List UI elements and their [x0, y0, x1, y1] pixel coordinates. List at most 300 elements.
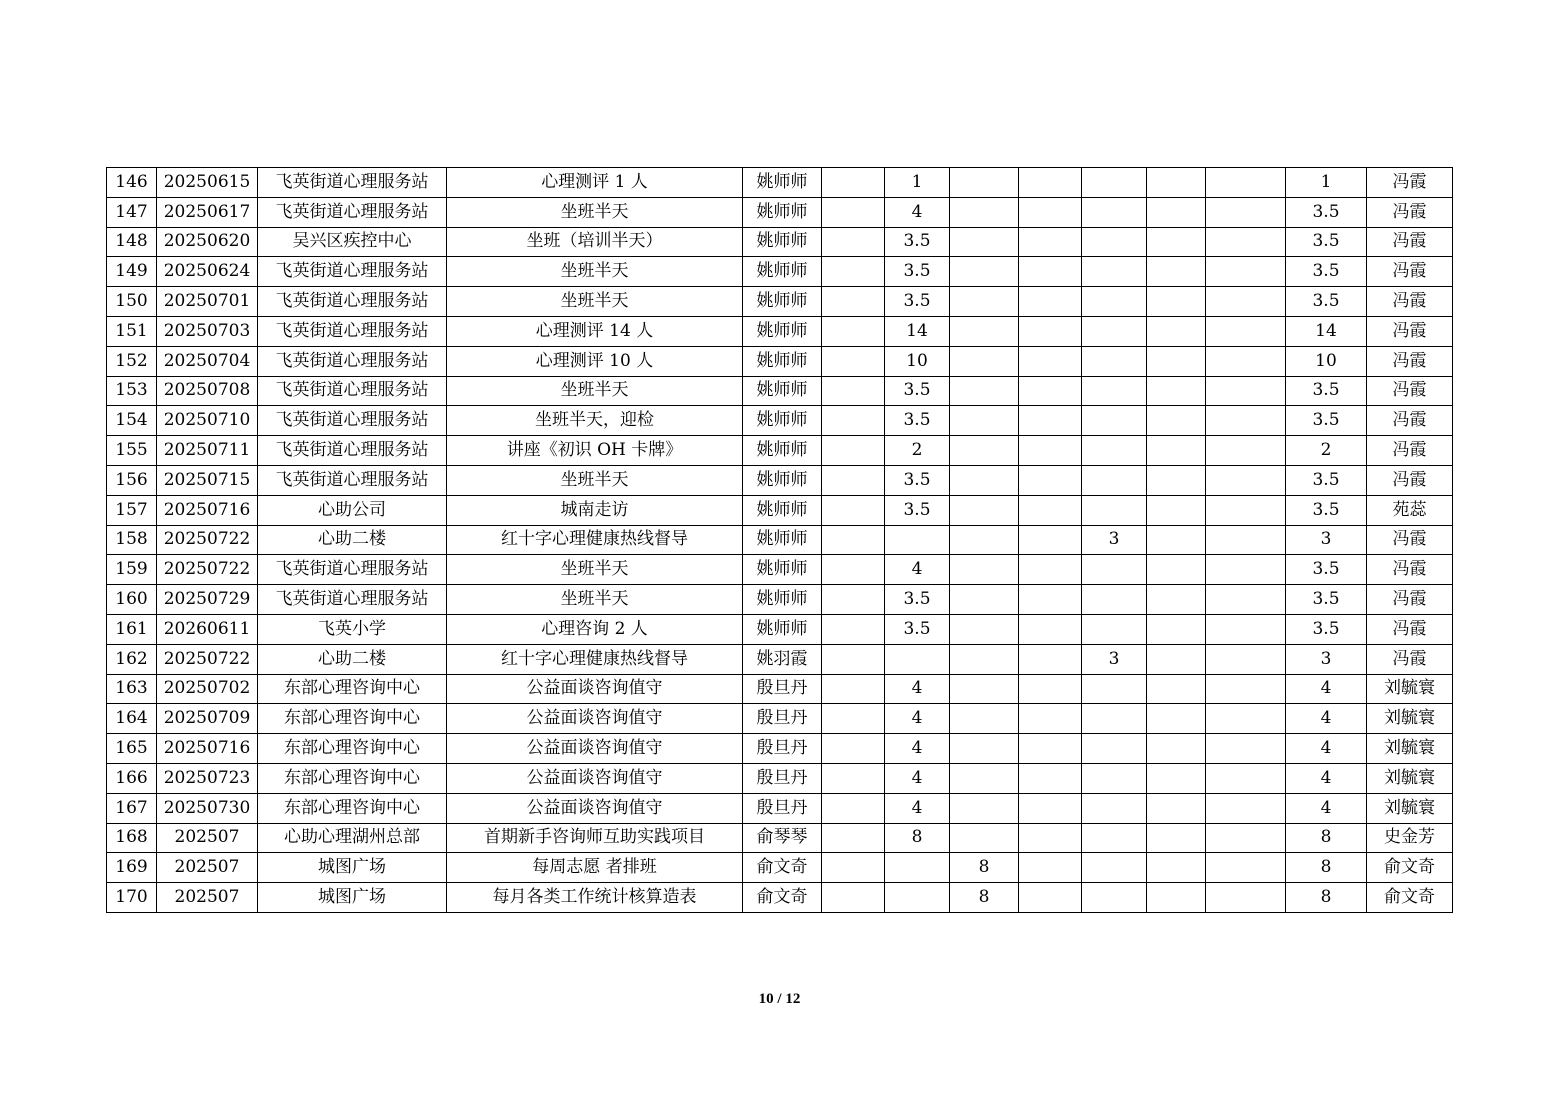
- cell-hours-col10: [1082, 734, 1147, 764]
- cell-total-hours: 4: [1286, 763, 1367, 793]
- cell-volunteer: 姚师师: [743, 168, 822, 198]
- cell-total-hours: 3: [1286, 525, 1367, 555]
- cell-date: 202507: [157, 823, 258, 853]
- cell-hours-col8: [950, 168, 1019, 198]
- cell-number: 159: [107, 555, 157, 585]
- cell-hours-col11: [1147, 734, 1206, 764]
- cell-hours-col7: 3.5: [885, 227, 950, 257]
- cell-reviewer: 冯霞: [1367, 406, 1453, 436]
- cell-hours-col11: [1147, 495, 1206, 525]
- cell-hours-col8: [950, 376, 1019, 406]
- cell-volunteer: 姚羽霞: [743, 644, 822, 674]
- cell-hours-col10: [1082, 376, 1147, 406]
- cell-total-hours: 4: [1286, 674, 1367, 704]
- cell-volunteer: 俞文奇: [743, 853, 822, 883]
- cell-hours-col10: [1082, 197, 1147, 227]
- cell-date: 20250730: [157, 793, 258, 823]
- table-row: [107, 823, 1453, 853]
- cell-hours-col10: [1082, 555, 1147, 585]
- cell-hours-col12: [1206, 287, 1286, 317]
- cell-reviewer: 俞文奇: [1367, 883, 1453, 913]
- cell-date: 20250709: [157, 704, 258, 734]
- cell-reviewer: 俞文奇: [1367, 853, 1453, 883]
- cell-hours-col10: [1082, 853, 1147, 883]
- cell-reviewer: 冯霞: [1367, 227, 1453, 257]
- cell-date: 20250701: [157, 287, 258, 317]
- cell-total-hours: 3.5: [1286, 465, 1367, 495]
- cell-location: 飞英小学: [258, 614, 447, 644]
- cell-number: 166: [107, 763, 157, 793]
- cell-number: 154: [107, 406, 157, 436]
- cell-hours-col8: [950, 555, 1019, 585]
- cell-hours-col12: [1206, 376, 1286, 406]
- cell-reviewer: 冯霞: [1367, 525, 1453, 555]
- cell-volunteer: 姚师师: [743, 287, 822, 317]
- table-row: [107, 287, 1453, 317]
- cell-activity: 心理测评 1 人: [447, 168, 743, 198]
- cell-hours-col10: [1082, 614, 1147, 644]
- cell-activity: 城南走访: [447, 495, 743, 525]
- cell-reviewer: 冯霞: [1367, 168, 1453, 198]
- cell-reviewer: 冯霞: [1367, 346, 1453, 376]
- cell-hours-col11: [1147, 614, 1206, 644]
- cell-hours-col12: [1206, 316, 1286, 346]
- cell-number: 151: [107, 316, 157, 346]
- cell-volunteer: 姚师师: [743, 346, 822, 376]
- cell-hours-col11: [1147, 257, 1206, 287]
- table-row: [107, 614, 1453, 644]
- cell-reviewer: 冯霞: [1367, 197, 1453, 227]
- cell-reviewer: 冯霞: [1367, 287, 1453, 317]
- cell-total-hours: 10: [1286, 346, 1367, 376]
- cell-reviewer: 刘毓寰: [1367, 763, 1453, 793]
- cell-hours-col11: [1147, 287, 1206, 317]
- cell-number: 156: [107, 465, 157, 495]
- cell-hours-col9: [1019, 614, 1082, 644]
- cell-location: 飞英街道心理服务站: [258, 555, 447, 585]
- cell-activity: 首期新手咨询师互助实践项目: [447, 823, 743, 853]
- cell-hours-col10: 3: [1082, 644, 1147, 674]
- cell-date: 20250615: [157, 168, 258, 198]
- cell-number: 153: [107, 376, 157, 406]
- cell-hours-col11: [1147, 346, 1206, 376]
- table-row: [107, 168, 1453, 198]
- cell-hours-col6: [822, 585, 885, 615]
- cell-hours-col6: [822, 793, 885, 823]
- cell-hours-col12: [1206, 257, 1286, 287]
- cell-hours-col7: 4: [885, 704, 950, 734]
- cell-hours-col9: [1019, 316, 1082, 346]
- cell-date: 20250624: [157, 257, 258, 287]
- cell-volunteer: 姚师师: [743, 555, 822, 585]
- cell-hours-col6: [822, 495, 885, 525]
- cell-number: 169: [107, 853, 157, 883]
- cell-reviewer: 冯霞: [1367, 257, 1453, 287]
- cell-activity: 坐班半天，迎检: [447, 406, 743, 436]
- cell-hours-col10: [1082, 346, 1147, 376]
- table-row: [107, 883, 1453, 913]
- cell-hours-col9: [1019, 763, 1082, 793]
- cell-hours-col11: [1147, 197, 1206, 227]
- cell-hours-col8: [950, 436, 1019, 466]
- cell-hours-col11: [1147, 168, 1206, 198]
- cell-location: 飞英街道心理服务站: [258, 168, 447, 198]
- cell-hours-col9: [1019, 853, 1082, 883]
- cell-hours-col6: [822, 614, 885, 644]
- table-row: [107, 197, 1453, 227]
- cell-location: 飞英街道心理服务站: [258, 287, 447, 317]
- cell-hours-col9: [1019, 376, 1082, 406]
- cell-hours-col6: [822, 287, 885, 317]
- cell-hours-col6: [822, 227, 885, 257]
- cell-volunteer: 殷旦丹: [743, 793, 822, 823]
- table-body: [107, 168, 1453, 913]
- cell-hours-col6: [822, 406, 885, 436]
- cell-hours-col10: [1082, 883, 1147, 913]
- cell-hours-col12: [1206, 644, 1286, 674]
- cell-hours-col12: [1206, 793, 1286, 823]
- cell-hours-col7: 10: [885, 346, 950, 376]
- cell-hours-col6: [822, 346, 885, 376]
- cell-hours-col8: [950, 585, 1019, 615]
- cell-location: 东部心理咨询中心: [258, 704, 447, 734]
- cell-location: 飞英街道心理服务站: [258, 376, 447, 406]
- cell-reviewer: 冯霞: [1367, 555, 1453, 585]
- cell-hours-col9: [1019, 346, 1082, 376]
- cell-hours-col12: [1206, 406, 1286, 436]
- cell-hours-col8: [950, 525, 1019, 555]
- cell-reviewer: 冯霞: [1367, 585, 1453, 615]
- cell-reviewer: 刘毓寰: [1367, 704, 1453, 734]
- cell-total-hours: 3.5: [1286, 376, 1367, 406]
- cell-hours-col12: [1206, 853, 1286, 883]
- cell-hours-col12: [1206, 495, 1286, 525]
- cell-number: 170: [107, 883, 157, 913]
- cell-hours-col11: [1147, 644, 1206, 674]
- cell-total-hours: 1: [1286, 168, 1367, 198]
- cell-hours-col11: [1147, 674, 1206, 704]
- cell-reviewer: 冯霞: [1367, 644, 1453, 674]
- cell-hours-col10: [1082, 227, 1147, 257]
- cell-location: 飞英街道心理服务站: [258, 346, 447, 376]
- cell-number: 160: [107, 585, 157, 615]
- cell-hours-col9: [1019, 734, 1082, 764]
- cell-reviewer: 刘毓寰: [1367, 793, 1453, 823]
- cell-hours-col7: 4: [885, 674, 950, 704]
- cell-hours-col8: [950, 644, 1019, 674]
- cell-hours-col8: [950, 406, 1019, 436]
- cell-hours-col11: [1147, 525, 1206, 555]
- table-row: [107, 346, 1453, 376]
- cell-date: 20250702: [157, 674, 258, 704]
- cell-number: 146: [107, 168, 157, 198]
- cell-location: 心助公司: [258, 495, 447, 525]
- cell-hours-col7: 3.5: [885, 287, 950, 317]
- cell-location: 吴兴区疾控中心: [258, 227, 447, 257]
- cell-volunteer: 姚师师: [743, 376, 822, 406]
- cell-activity: 每周志愿 者排班: [447, 853, 743, 883]
- cell-hours-col7: 3.5: [885, 465, 950, 495]
- cell-hours-col11: [1147, 406, 1206, 436]
- cell-reviewer: 刘毓寰: [1367, 674, 1453, 704]
- cell-volunteer: 姚师师: [743, 465, 822, 495]
- cell-hours-col8: [950, 614, 1019, 644]
- cell-hours-col8: [950, 197, 1019, 227]
- cell-number: 168: [107, 823, 157, 853]
- cell-hours-col11: [1147, 853, 1206, 883]
- cell-activity: 公益面谈咨询值守: [447, 763, 743, 793]
- cell-date: 20250729: [157, 585, 258, 615]
- cell-location: 东部心理咨询中心: [258, 763, 447, 793]
- cell-hours-col7: [885, 883, 950, 913]
- cell-location: 飞英街道心理服务站: [258, 316, 447, 346]
- cell-activity: 坐班半天: [447, 197, 743, 227]
- page-number: 10 / 12: [758, 991, 801, 1007]
- cell-hours-col10: [1082, 585, 1147, 615]
- cell-activity: 坐班半天: [447, 585, 743, 615]
- cell-hours-col9: [1019, 465, 1082, 495]
- cell-number: 150: [107, 287, 157, 317]
- table-row: [107, 644, 1453, 674]
- cell-reviewer: 刘毓寰: [1367, 734, 1453, 764]
- cell-hours-col9: [1019, 406, 1082, 436]
- cell-hours-col9: [1019, 585, 1082, 615]
- cell-hours-col10: [1082, 495, 1147, 525]
- cell-hours-col7: 14: [885, 316, 950, 346]
- cell-location: 飞英街道心理服务站: [258, 585, 447, 615]
- cell-location: 心助二楼: [258, 644, 447, 674]
- cell-reviewer: 冯霞: [1367, 316, 1453, 346]
- cell-hours-col9: [1019, 495, 1082, 525]
- cell-hours-col9: [1019, 525, 1082, 555]
- cell-date: 202507: [157, 883, 258, 913]
- cell-hours-col7: 3.5: [885, 376, 950, 406]
- cell-hours-col11: [1147, 823, 1206, 853]
- cell-hours-col6: [822, 257, 885, 287]
- cell-number: 155: [107, 436, 157, 466]
- cell-hours-col7: 4: [885, 734, 950, 764]
- cell-hours-col6: [822, 197, 885, 227]
- cell-location: 东部心理咨询中心: [258, 674, 447, 704]
- cell-activity: 公益面谈咨询值守: [447, 674, 743, 704]
- cell-total-hours: 3.5: [1286, 227, 1367, 257]
- cell-hours-col7: 4: [885, 197, 950, 227]
- cell-hours-col8: [950, 674, 1019, 704]
- cell-hours-col9: [1019, 644, 1082, 674]
- cell-hours-col12: [1206, 227, 1286, 257]
- cell-hours-col8: [950, 465, 1019, 495]
- cell-hours-col8: [950, 704, 1019, 734]
- table-row: [107, 734, 1453, 764]
- cell-hours-col6: [822, 168, 885, 198]
- table-row: [107, 316, 1453, 346]
- cell-volunteer: 姚师师: [743, 525, 822, 555]
- cell-reviewer: 史金芳: [1367, 823, 1453, 853]
- cell-hours-col7: 3.5: [885, 585, 950, 615]
- cell-volunteer: 俞文奇: [743, 883, 822, 913]
- cell-hours-col6: [822, 376, 885, 406]
- cell-hours-col9: [1019, 287, 1082, 317]
- cell-activity: 心理测评 14 人: [447, 316, 743, 346]
- table-row: [107, 674, 1453, 704]
- cell-hours-col8: [950, 734, 1019, 764]
- cell-hours-col11: [1147, 465, 1206, 495]
- cell-activity: 每月各类工作统计核算造表: [447, 883, 743, 913]
- cell-location: 飞英街道心理服务站: [258, 406, 447, 436]
- cell-hours-col12: [1206, 763, 1286, 793]
- cell-date: 20250722: [157, 525, 258, 555]
- cell-activity: 坐班半天: [447, 257, 743, 287]
- cell-location: 心助心理湖州总部: [258, 823, 447, 853]
- cell-activity: 心理测评 10 人: [447, 346, 743, 376]
- cell-total-hours: 3.5: [1286, 614, 1367, 644]
- cell-hours-col12: [1206, 883, 1286, 913]
- cell-hours-col6: [822, 704, 885, 734]
- cell-date: 20250716: [157, 495, 258, 525]
- cell-activity: 讲座《初识 OH 卡牌》: [447, 436, 743, 466]
- cell-hours-col11: [1147, 376, 1206, 406]
- table-row: [107, 763, 1453, 793]
- cell-hours-col7: 1: [885, 168, 950, 198]
- table-row: [107, 793, 1453, 823]
- cell-number: 163: [107, 674, 157, 704]
- cell-date: 20250710: [157, 406, 258, 436]
- cell-location: 东部心理咨询中心: [258, 734, 447, 764]
- cell-total-hours: 3.5: [1286, 287, 1367, 317]
- cell-hours-col10: [1082, 168, 1147, 198]
- cell-hours-col10: [1082, 704, 1147, 734]
- cell-volunteer: 姚师师: [743, 227, 822, 257]
- cell-hours-col6: [822, 316, 885, 346]
- cell-volunteer: 姚师师: [743, 436, 822, 466]
- cell-hours-col10: [1082, 674, 1147, 704]
- cell-location: 城图广场: [258, 883, 447, 913]
- cell-activity: 红十字心理健康热线督导: [447, 644, 743, 674]
- cell-volunteer: 姚师师: [743, 614, 822, 644]
- cell-hours-col10: [1082, 465, 1147, 495]
- cell-hours-col6: [822, 853, 885, 883]
- cell-hours-col6: [822, 644, 885, 674]
- cell-hours-col10: [1082, 823, 1147, 853]
- cell-total-hours: 8: [1286, 883, 1367, 913]
- cell-hours-col11: [1147, 227, 1206, 257]
- cell-hours-col12: [1206, 168, 1286, 198]
- cell-hours-col8: 8: [950, 853, 1019, 883]
- cell-hours-col11: [1147, 763, 1206, 793]
- cell-number: 164: [107, 704, 157, 734]
- cell-activity: 坐班半天: [447, 287, 743, 317]
- cell-number: 162: [107, 644, 157, 674]
- table-row: [107, 704, 1453, 734]
- cell-hours-col9: [1019, 197, 1082, 227]
- table-row: [107, 465, 1453, 495]
- cell-number: 157: [107, 495, 157, 525]
- cell-number: 149: [107, 257, 157, 287]
- cell-hours-col9: [1019, 793, 1082, 823]
- cell-hours-col8: [950, 763, 1019, 793]
- cell-hours-col10: 3: [1082, 525, 1147, 555]
- cell-hours-col12: [1206, 197, 1286, 227]
- cell-total-hours: 3.5: [1286, 495, 1367, 525]
- cell-activity: 心理咨询 2 人: [447, 614, 743, 644]
- cell-hours-col7: 4: [885, 793, 950, 823]
- cell-hours-col7: [885, 644, 950, 674]
- cell-total-hours: 8: [1286, 853, 1367, 883]
- cell-hours-col11: [1147, 316, 1206, 346]
- cell-hours-col8: [950, 287, 1019, 317]
- cell-hours-col12: [1206, 525, 1286, 555]
- cell-number: 158: [107, 525, 157, 555]
- cell-hours-col12: [1206, 823, 1286, 853]
- cell-hours-col9: [1019, 883, 1082, 913]
- cell-hours-col7: [885, 525, 950, 555]
- cell-volunteer: 殷旦丹: [743, 704, 822, 734]
- table-row: [107, 257, 1453, 287]
- cell-reviewer: 苑蕊: [1367, 495, 1453, 525]
- cell-volunteer: 殷旦丹: [743, 674, 822, 704]
- cell-activity: 公益面谈咨询值守: [447, 704, 743, 734]
- cell-total-hours: 3.5: [1286, 585, 1367, 615]
- cell-hours-col9: [1019, 823, 1082, 853]
- table-row: [107, 436, 1453, 466]
- cell-date: 20250715: [157, 465, 258, 495]
- volunteer-hours-table: [106, 167, 1453, 913]
- cell-reviewer: 冯霞: [1367, 465, 1453, 495]
- cell-hours-col9: [1019, 674, 1082, 704]
- cell-total-hours: 4: [1286, 734, 1367, 764]
- cell-date: 20250708: [157, 376, 258, 406]
- cell-hours-col7: 3.5: [885, 495, 950, 525]
- cell-hours-col12: [1206, 436, 1286, 466]
- cell-activity: 坐班半天: [447, 555, 743, 585]
- cell-reviewer: 冯霞: [1367, 436, 1453, 466]
- table-row: [107, 555, 1453, 585]
- cell-hours-col11: [1147, 793, 1206, 823]
- cell-volunteer: 殷旦丹: [743, 734, 822, 764]
- cell-activity: 坐班（培训半天）: [447, 227, 743, 257]
- cell-hours-col9: [1019, 168, 1082, 198]
- cell-volunteer: 殷旦丹: [743, 763, 822, 793]
- cell-hours-col6: [822, 823, 885, 853]
- cell-hours-col9: [1019, 555, 1082, 585]
- cell-location: 飞英街道心理服务站: [258, 465, 447, 495]
- cell-date: 20250716: [157, 734, 258, 764]
- cell-hours-col12: [1206, 704, 1286, 734]
- cell-activity: 公益面谈咨询值守: [447, 734, 743, 764]
- cell-number: 148: [107, 227, 157, 257]
- cell-location: 东部心理咨询中心: [258, 793, 447, 823]
- cell-hours-col9: [1019, 436, 1082, 466]
- cell-hours-col8: [950, 346, 1019, 376]
- cell-hours-col10: [1082, 763, 1147, 793]
- cell-hours-col11: [1147, 436, 1206, 466]
- cell-location: 飞英街道心理服务站: [258, 257, 447, 287]
- cell-hours-col8: [950, 793, 1019, 823]
- cell-hours-col7: 2: [885, 436, 950, 466]
- cell-hours-col7: 4: [885, 555, 950, 585]
- cell-hours-col7: [885, 853, 950, 883]
- cell-total-hours: 2: [1286, 436, 1367, 466]
- cell-hours-col6: [822, 674, 885, 704]
- cell-hours-col8: [950, 495, 1019, 525]
- cell-hours-col12: [1206, 674, 1286, 704]
- cell-volunteer: 姚师师: [743, 406, 822, 436]
- cell-location: 飞英街道心理服务站: [258, 197, 447, 227]
- cell-volunteer: 姚师师: [743, 316, 822, 346]
- cell-total-hours: 3.5: [1286, 197, 1367, 227]
- cell-hours-col7: 3.5: [885, 406, 950, 436]
- cell-date: 20250711: [157, 436, 258, 466]
